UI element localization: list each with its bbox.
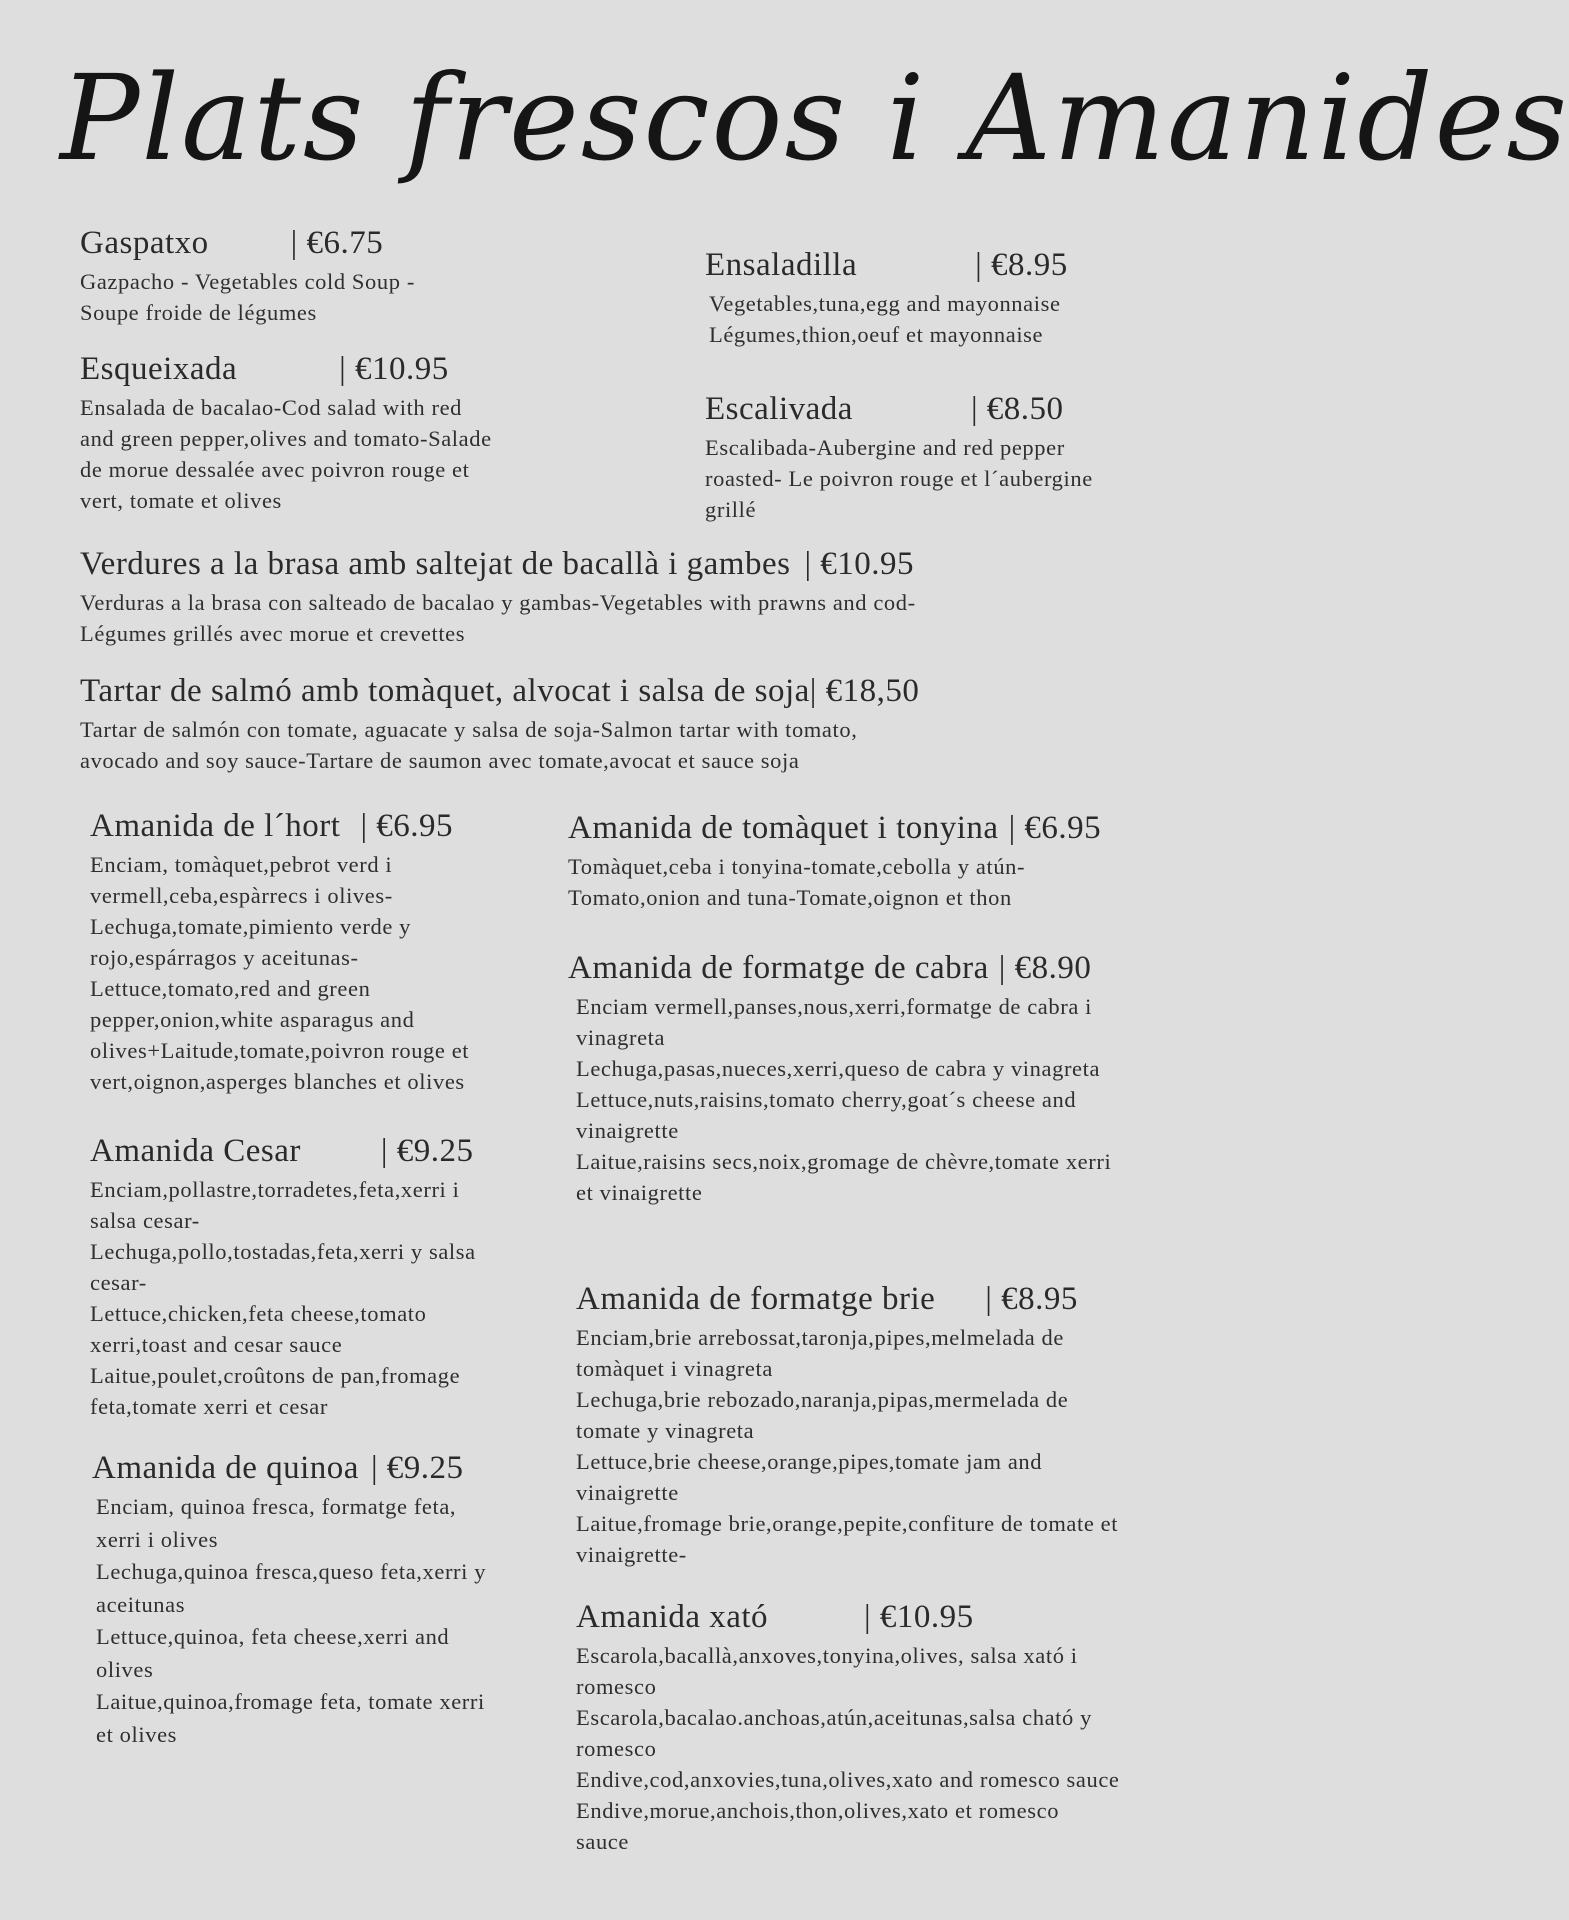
- description-line: Enciam,brie arrebossat,taronja,pipes,melmelada de: [576, 1325, 1064, 1350]
- description-line: Tomàquet,ceba i tonyina-tomate,cebolla y atún-: [568, 854, 1026, 879]
- description-line: Enciam vermell,panses,nous,xerri,formatge de cabra i: [576, 994, 1093, 1019]
- description-line: et olives: [96, 1721, 178, 1747]
- item-name: Amanida de tomàquet i tonyina: [568, 810, 999, 846]
- menu-item-amanida-tonyina: [568, 807, 1308, 913]
- item-price: | €10.95: [339, 351, 449, 387]
- item-price: | €8.90: [998, 950, 1092, 986]
- item-name: Amanida de quinoa: [92, 1450, 359, 1486]
- item-heading: [568, 807, 1308, 849]
- menu-item-amanida-xato: [576, 1596, 1316, 1857]
- description-line: Lechuga,pasas,nueces,xerri,queso de cabra y vinagreta: [576, 1056, 1101, 1081]
- menu-item-ensaladilla: [705, 244, 1265, 350]
- description-line: Lechuga,tomate,pimiento verde y: [90, 914, 411, 939]
- description-line: Escarola,bacallà,anxoves,tonyina,olives, salsa xató i: [576, 1643, 1078, 1668]
- description-line: romesco: [576, 1736, 657, 1761]
- description-line: de morue dessalée avec poivron rouge et: [80, 457, 470, 482]
- item-heading: [705, 388, 1265, 430]
- description-line: Vegetables,tuna,egg and mayonnaise: [709, 291, 1061, 316]
- description-line: Lettuce,quinoa, feta cheese,xerri and: [96, 1624, 450, 1649]
- menu-item-escalivada: [705, 388, 1265, 525]
- description-line: Escarola,bacalao.anchoas,atún,aceitunas,salsa cható y: [576, 1705, 1092, 1730]
- description-line: feta,tomate xerri et cesar: [90, 1394, 328, 1419]
- item-description: [568, 991, 1308, 1208]
- item-heading: [90, 805, 570, 847]
- item-description: [576, 1322, 1316, 1570]
- item-heading: [705, 244, 1265, 286]
- item-description: [80, 392, 600, 516]
- item-name: Gaspatxo: [80, 225, 209, 261]
- item-heading: [80, 222, 580, 264]
- description-line: pepper,onion,white asparagus and: [90, 1007, 415, 1032]
- item-price: | €6.95: [1008, 810, 1102, 846]
- item-name: Verdures a la brasa amb saltejat de bacallà i gambes: [80, 546, 791, 582]
- item-price: | €18,50: [809, 673, 920, 709]
- description-line: tomàquet i vinagreta: [576, 1356, 773, 1381]
- item-name: Escalivada: [705, 391, 853, 427]
- description-line: Endive,cod,anxovies,tuna,olives,xato and romesco sauce: [576, 1767, 1120, 1792]
- menu-item-amanida-brie: [576, 1278, 1316, 1570]
- menu-item-gaspatxo: [80, 222, 580, 328]
- item-heading: [80, 543, 1280, 585]
- description-line: salsa cesar-: [90, 1208, 200, 1233]
- item-price: | €9.25: [380, 1133, 474, 1169]
- item-description: [568, 851, 1308, 913]
- item-heading: [568, 947, 1308, 989]
- item-description: [90, 849, 570, 1097]
- description-line: Endive,morue,anchois,thon,olives,xato et romesco: [576, 1798, 1060, 1823]
- description-line: vert,oignon,asperges blanches et olives: [90, 1069, 465, 1094]
- description-line: avocado and soy sauce-Tartare de saumon avec tomate,avocat et sauce soja: [80, 748, 800, 773]
- item-price: | €9.25: [370, 1450, 464, 1486]
- description-line: vinaigrette: [576, 1480, 679, 1505]
- description-line: and green pepper,olives and tomato-Salade: [80, 426, 492, 451]
- description-line: vinaigrette-: [576, 1542, 687, 1567]
- description-line: Laitue,poulet,croûtons de pan,fromage: [90, 1363, 461, 1388]
- description-line: Tomato,onion and tuna-Tomate,oignon et thon: [568, 885, 1012, 910]
- description-line: Verduras a la brasa con salteado de bacalao y gambas-Vegetables with prawns and cod-: [80, 590, 916, 615]
- description-line: Lechuga,pollo,tostadas,feta,xerri y salsa: [90, 1239, 476, 1264]
- description-line: Soupe froide de légumes: [80, 300, 317, 325]
- description-line: tomate y vinagreta: [576, 1418, 755, 1443]
- item-description: [705, 288, 1265, 350]
- description-line: aceitunas: [96, 1591, 186, 1617]
- description-line: Gazpacho - Vegetables cold Soup -: [80, 269, 415, 294]
- description-line: Laitue,quinoa,fromage feta, tomate xerri: [96, 1689, 485, 1714]
- item-name: Amanida de formatge brie: [576, 1281, 936, 1317]
- description-line: Lettuce,chicken,feta cheese,tomato: [90, 1301, 427, 1326]
- item-description: [80, 714, 1280, 776]
- item-name: Amanida de formatge de cabra: [568, 950, 989, 986]
- item-price: | €10.95: [804, 546, 915, 582]
- description-line: xerri,toast and cesar sauce: [90, 1332, 343, 1357]
- description-line: Enciam,pollastre,torradetes,feta,xerri i: [90, 1177, 460, 1202]
- item-price: | €6.95: [360, 808, 454, 844]
- item-heading: [80, 348, 600, 390]
- item-description: [576, 1640, 1316, 1857]
- item-price: | €8.95: [985, 1281, 1078, 1317]
- description-line: Laitue,raisins secs,noix,gromage de chèvre,tomate xerri: [576, 1149, 1112, 1174]
- description-line: Lettuce,nuts,raisins,tomato cherry,goat´s cheese and: [576, 1087, 1077, 1112]
- item-name: Amanida xató: [576, 1599, 769, 1635]
- description-line: Légumes grillés avec morue et crevettes: [80, 621, 466, 646]
- item-heading: [576, 1596, 1316, 1638]
- item-description: [80, 266, 580, 328]
- item-price: | €8.95: [975, 247, 1068, 283]
- menu-item-amanida-hort: [90, 805, 570, 1097]
- item-description: [90, 1174, 570, 1422]
- menu-item-amanida-cabra: [568, 947, 1308, 1208]
- item-price: | €8.50: [970, 391, 1064, 427]
- description-line: Enciam, tomàquet,pebrot verd i: [90, 852, 393, 877]
- description-line: olives: [96, 1656, 154, 1682]
- description-line: Laitue,fromage brie,orange,pepite,confiture de tomate et: [576, 1511, 1119, 1536]
- description-line: vert, tomate et olives: [80, 488, 282, 513]
- item-description: [705, 432, 1265, 525]
- item-heading: [576, 1278, 1316, 1320]
- description-line: Enciam, quinoa fresca, formatge feta,: [96, 1494, 457, 1519]
- item-name: Tartar de salmó amb tomàquet, alvocat i salsa de soja: [80, 673, 810, 709]
- description-line: Ensalada de bacalao-Cod salad with red: [80, 395, 463, 420]
- description-line: Lechuga,brie rebozado,naranja,pipas,mermelada de: [576, 1387, 1069, 1412]
- description-line: Lettuce,brie cheese,orange,pipes,tomate jam and: [576, 1449, 1043, 1474]
- menu-item-tartar: [80, 670, 1280, 776]
- description-line: grillé: [705, 497, 757, 522]
- description-line: xerri i olives: [96, 1526, 219, 1552]
- item-name: Amanida de l´hort: [90, 808, 341, 844]
- description-line: vinagreta: [576, 1025, 666, 1050]
- menu-item-verdures: [80, 543, 1280, 649]
- item-heading: [80, 670, 1280, 712]
- menu-item-esqueixada: [80, 348, 600, 516]
- menu-item-amanida-cesar: [90, 1130, 570, 1422]
- item-description: [80, 587, 1280, 649]
- description-line: Tartar de salmón con tomate, aguacate y salsa de soja-Salmon tartar with tomato,: [80, 717, 858, 742]
- description-line: Légumes,thion,oeuf et mayonnaise: [709, 322, 1044, 347]
- description-line: romesco: [576, 1674, 657, 1699]
- description-line: cesar-: [90, 1270, 147, 1295]
- description-line: Escalibada-Aubergine and red pepper: [705, 435, 1065, 460]
- menu-title: Plats frescos i Amanides: [60, 49, 1569, 187]
- description-line: olives+Laitude,tomate,poivron rouge et: [90, 1038, 470, 1063]
- description-line: vinaigrette: [576, 1118, 679, 1143]
- description-line: Lechuga,quinoa fresca,queso feta,xerri y: [96, 1559, 487, 1584]
- description-line: rojo,espárragos y aceitunas-: [90, 945, 359, 970]
- item-name: Ensaladilla: [705, 247, 858, 283]
- item-description: [92, 1491, 572, 1751]
- description-line: Lettuce,tomato,red and green: [90, 976, 371, 1001]
- description-line: vermell,ceba,espàrrecs i olives-: [90, 883, 393, 908]
- item-name: Esqueixada: [80, 351, 238, 387]
- item-heading: [92, 1447, 572, 1489]
- description-line: et vinaigrette: [576, 1180, 703, 1205]
- menu-item-amanida-quinoa: [92, 1447, 572, 1751]
- description-line: sauce: [576, 1829, 629, 1854]
- item-name: Amanida Cesar: [90, 1133, 301, 1169]
- item-heading: [90, 1130, 570, 1172]
- item-price: | €10.95: [864, 1599, 974, 1635]
- description-line: roasted- Le poivron rouge et l´aubergine: [705, 466, 1093, 491]
- item-price: | €6.75: [290, 225, 384, 261]
